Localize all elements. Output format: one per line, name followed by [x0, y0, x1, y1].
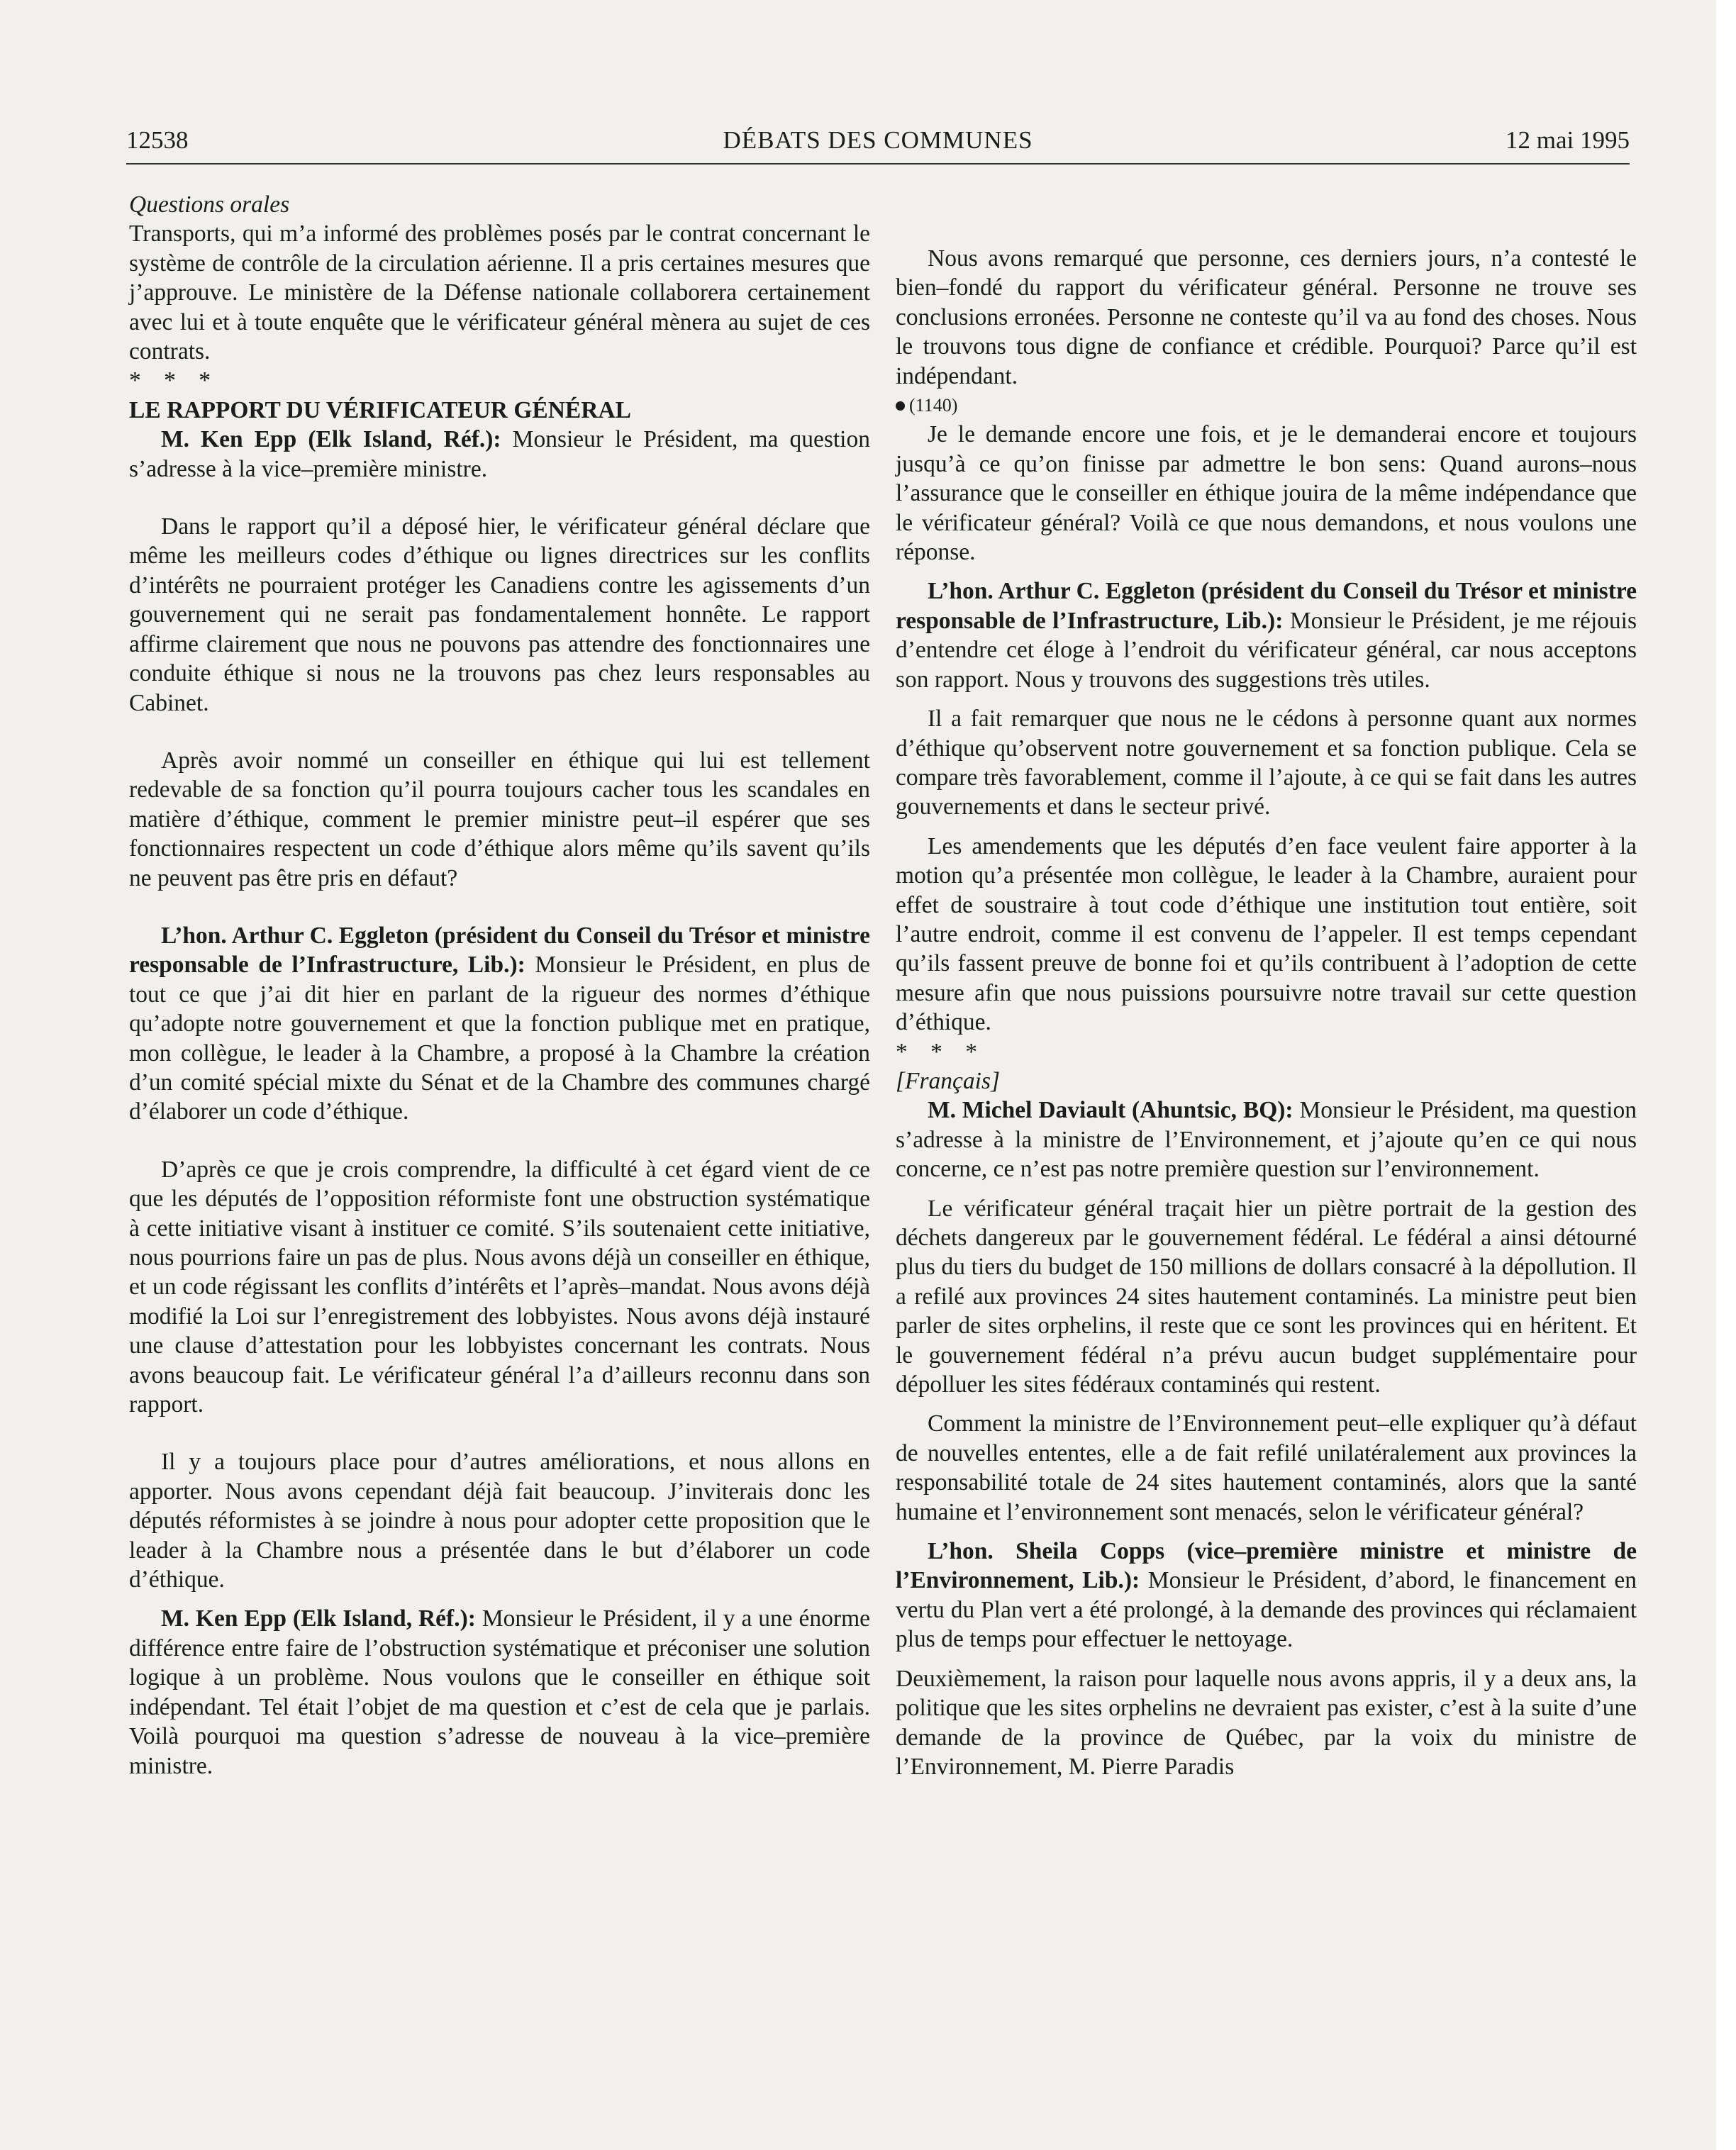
paragraph: Nous avons remarqué que personne, ces derniers jours, n’a contesté le bien–fondé du rapport du vérificateur général. Personne ne trouve ses conclusions erronées. Personne ne conteste qu’il va au fond des choses. Nous le trouvons tous digne de confiance et crédible. Pourquoi? Parce qu’il est indépendant.: [896, 245, 1637, 389]
paragraph: Deuxièmement, la raison pour laquelle nous avons appris, il y a deux ans, la politique que les sites orphelins ne devraient pas exister, c’est à la suite d’une demande de la province de Québec, par la voix du ministre de l’Environnement, M. Pierre Paradis: [896, 1665, 1637, 1780]
paragraph: Les amendements que les députés d’en face veulent faire apporter à la motion qu’a présentée mon collègue, le leader à la Chambre, auraient pour effet de soustraire à tout code d’éthique une institution tout entière, soit l’autre endroit, comme il est convenu de l’appeler. Il est temps cependant qu’ils fassent preuve de bonne foi et qu’ils contribuent à l’adoption de cette mesure afin que nous puissions poursuivre notre travail sur cette question d’éthique.: [896, 832, 1637, 1036]
speaker-name: L’hon. Arthur C. Eggleton (président du Conseil du Trésor et ministre responsable de l’Infrastructure, Lib.):: [129, 922, 870, 979]
speech-text: Monsieur le Président, en plus de tout ce que j’ai dit hier en parlant de la rigueur des normes d’éthique qu’adopte notre gouvernement et que la fonction publique met en pratique, mon collègue, le leader à la Chambre, a proposé à la Chambre la création d’un comité spécial mixte du Sénat et de la Chambre des communes chargé d’élaborer un code d’éthique.: [129, 952, 870, 1125]
speech-paragraph: [129, 425, 870, 484]
speech-paragraph: [129, 1604, 870, 1780]
paragraph: Transports, qui m’a informé des problèmes posés par le contrat concernant le système de contrôle de la circulation aérienne. Il a pris certaines mesures que j’approuve. Le ministère de la Défense nationale collaborera certainement avec lui et à toute enquête que le vérificateur général mènera au sujet de ces contrats.: [129, 221, 870, 365]
paragraph: Il a fait remarquer que nous ne le cédons à personne quant aux normes d’éthique qu’observent notre gouvernement et sa fonction publique. Cela se compare très favorablement, comme il l’ajoute, à ce qui se fait dans les autres gouvernements et dans le secteur privé.: [896, 706, 1637, 820]
right-column: [896, 244, 1637, 1781]
header-rule: [126, 163, 1630, 165]
speech-paragraph: [896, 1537, 1637, 1654]
speech-paragraph: [896, 577, 1637, 694]
paragraph: Dans le rapport qu’il a déposé hier, le vérificateur général déclare que même les meilleurs codes d’éthique ou lignes directrices sur les conflits d’intérêts ne pourraient protéger les Canadiens contre les agissements d’un gouvernement qui ne serait pas fondamentalement honnête. Le rapport affirme clairement que nous ne pouvons pas attendre des fonctionnaires une conduite éthique si nous ne la trouvons pas chez leurs responsables au Cabinet.: [129, 513, 870, 716]
speaker-name: M. Ken Epp (Elk Island, Réf.):: [161, 1605, 476, 1632]
subject-heading: LE RAPPORT DU VÉRIFICATEUR GÉNÉRAL: [129, 396, 631, 423]
speech-text: Monsieur le Président, il y a une énorme différence entre faire de l’obstruction systématique et préconiser une solution logique à un problème. Nous voulons que le conseiller en éthique soit indépendant. Tel était l’objet de ma question et c’est de cela que je parlais. Voilà pourquoi ma question s’adresse de nouveau à la vice–première ministre.: [129, 1605, 870, 1779]
time-marker-label: (1140): [909, 395, 958, 416]
scan-edge: [1716, 0, 1736, 2150]
speaker-name: M. Michel Daviault (Ahuntsic, BQ):: [928, 1097, 1293, 1124]
page-header: [126, 119, 1630, 162]
paragraph: Je le demande encore une fois, et je le demanderai encore et toujours jusqu’à ce qu’on finisse par admettre le bon sens: Quand aurons–nous l’assurance que le conseiller en éthique jouira de la même indépendance que le vérificateur général? Voilà ce que nous demandons, et nous voulons une réponse.: [896, 421, 1637, 566]
language-tag: [Français]: [896, 1067, 1001, 1094]
left-column: [129, 190, 870, 1781]
paragraph: D’après ce que je crois comprendre, la difficulté à cet égard vient de ce que les députés de l’opposition réformiste font une obstruction systématique à cette initiative visant à instituer ce comité. S’ils soutenaient cette initiative, nous pourrions faire un pas de plus. Nous avons déjà un conseiller en éthique, et un code régissant les conflits d’intérêts et l’après–mandat. Nous avons déjà modifié la Loi sur l’enregistrement des lobbyistes. Nous avons déjà instauré une clause d’attestation pour les lobbyistes concernant les contrats. Nous avons beaucoup fait. Le vérificateur général l’a d’ailleurs reconnu dans son rapport.: [129, 1156, 870, 1418]
section-separator: * * *: [129, 367, 219, 394]
speaker-name: L’hon. Arthur C. Eggleton (président du Conseil du Trésor et ministre responsable de l’Infrastructure, Lib.):: [896, 578, 1637, 634]
speech-text: Monsieur le Président, d’abord, le financement en vertu du Plan vert a été prolongé, à la demande des provinces qui réclamaient plus de temps pour effectuer le nettoyage.: [896, 1567, 1637, 1653]
page-number: 12538: [126, 126, 189, 154]
speech-text: Monsieur le Président, je me réjouis d’entendre cet éloge à l’endroit du vérificateur général, car nous acceptons son rapport. Nous y trouvons des suggestions très utiles.: [896, 607, 1637, 693]
speech-text: Monsieur le Président, ma question s’adresse à la ministre de l’Environnement, et j’ajoute qu’en ce qui nous concerne, ce n’est pas notre première question sur l’environnement.: [896, 1097, 1637, 1183]
paragraph: Il y a toujours place pour d’autres améliorations, et nous allons en apporter. Nous avons cependant déjà fait beaucoup. J’inviterais donc les députés réformistes à se joindre à nous pour adopter cette proposition que le leader à la Chambre nous a présentée dans le but d’élaborer un code d’éthique.: [129, 1449, 870, 1593]
time-marker: [896, 391, 1637, 420]
speaker-name: L’hon. Sheila Copps (vice–première ministre et ministre de l’Environnement, Lib.):: [896, 1538, 1637, 1594]
paragraph: Après avoir nommé un conseiller en éthique qui lui est tellement redevable de sa fonction qu’il pourra toujours cacher tous les scandales en matière d’éthique, comment le premier ministre peut–il espérer que ses fonctionnaires respectent un code d’éthique alors même qu’ils savent qu’ils ne peuvent pas être pris en défaut?: [129, 747, 870, 891]
paragraph: Le vérificateur général traçait hier un piètre portrait de la gestion des déchets dangereux par le gouvernement fédéral. Le fédéral a ainsi détourné plus du tiers du budget de 150 millions de dollars consacré à la dépollution. Il a refilé aux provinces 24 sites hautement contaminés. La ministre peut bien parler de sites orphelins, il reste que ce sont les provinces qui en héritent. Et le gouvernement fédéral n’a prévu aucun budget supplémentaire pour dépolluer les sites fédéraux contaminés qui restent.: [896, 1195, 1637, 1398]
bullet-icon: [896, 401, 905, 411]
issue-date: 12 mai 1995: [1506, 126, 1630, 154]
speech-paragraph: [129, 921, 870, 1127]
section-separator: * * *: [896, 1038, 986, 1065]
paragraph: Comment la ministre de l’Environnement peut–elle expliquer qu’à défaut de nouvelles ententes, elle a de fait refilé unilatéralement aux provinces la responsabilité totale de 24 sites hautement contaminés, alors que la santé humaine et l’environnement sont menacés, selon le vérificateur général?: [896, 1410, 1637, 1525]
speaker-name: M. Ken Epp (Elk Island, Réf.):: [161, 426, 501, 453]
journal-title: DÉBATS DES COMMUNES: [723, 126, 1033, 154]
speech-paragraph: [896, 1096, 1637, 1183]
speech-text: Monsieur le Président, ma question s’adresse à la vice–première ministre.: [129, 426, 870, 482]
section-title: Questions orales: [129, 191, 290, 218]
